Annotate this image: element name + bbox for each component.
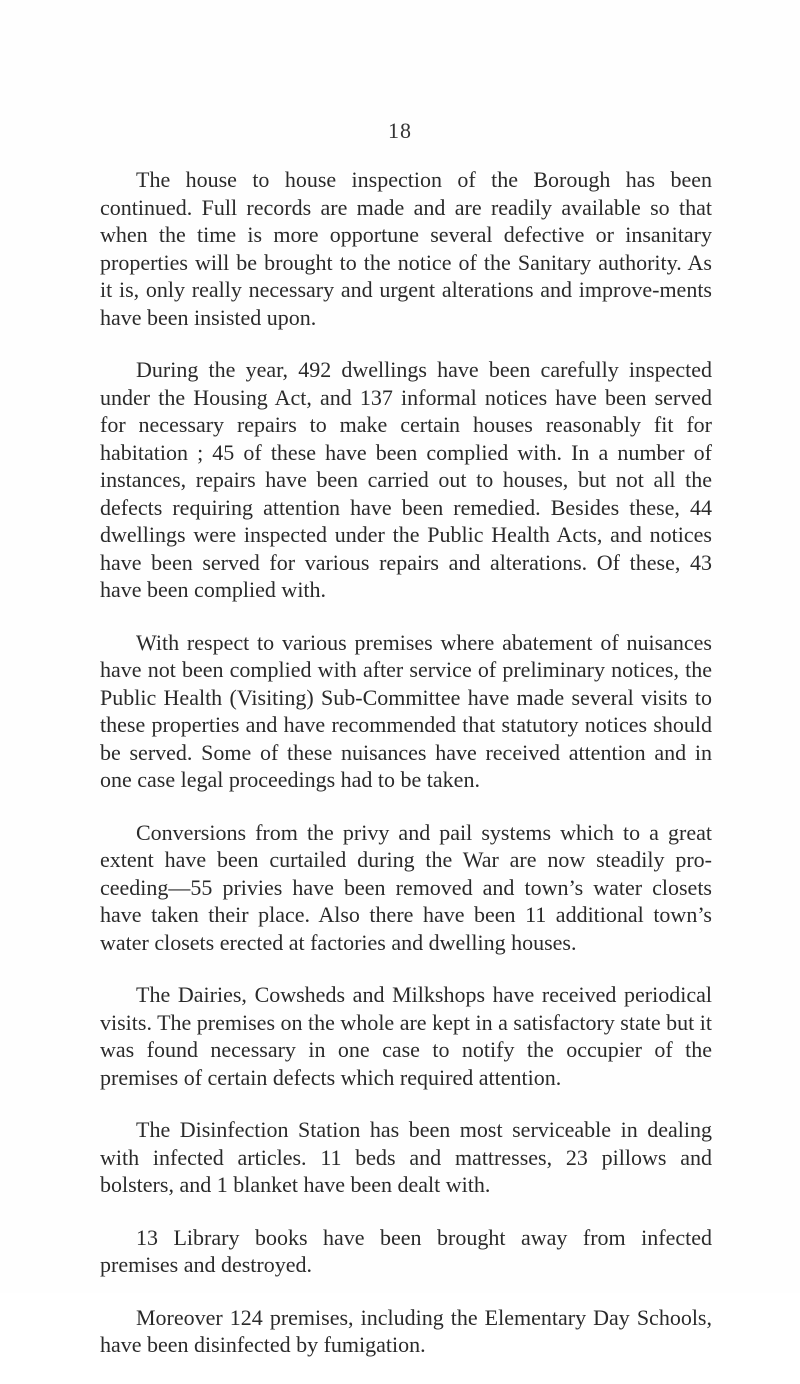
page-number: 18 (388, 118, 412, 143)
paragraph-fumigation: Moreover 124 premises, including the Elementary Day Schools, have been disinfected by fumigation. (100, 1304, 712, 1357)
body-text (100, 166, 712, 1384)
paragraph-disinfection-station: The Disinfection Station has been most serviceable in dealing with infected articles. 11 beds and mattresses, 23 pillows and bolsters, and 1 blanket have been dealt with. (100, 1117, 712, 1197)
paragraph-conversions: Conversions from the privy and pail systems which to a great extent have been curtailed during the War are now steadily pro-ceeding—55 privies have been removed and town’s water closets have taken their place. Also there have been 11 additional town’s water closets erected at factories and dwelling houses. (100, 819, 712, 955)
paragraph-housing-act: During the year, 492 dwellings have been carefully inspected under the Housing Act, and 137 informal notices have been served for necessary repairs to make certain houses reasonably fit for habitation ; 45 of these have been complied with. In a number of instances, repairs have been carried out to houses, but not all the defects requiring attention have been remedied. Besides these, 44 dwellings were inspected under the Public Health Acts, and notices have been served for various repairs and alterations. Of these, 43 have been complied with. (100, 357, 712, 602)
paragraph-dairies: The Dairies, Cowsheds and Milkshops have received periodical visits. The premises on the whole are kept in a satisfactory state but it was found necessary in one case to notify the occupier of the premises of certain defects which required attention. (100, 982, 712, 1090)
paragraph-library-books: 13 Library books have been brought away from infected premises and destroyed. (100, 1224, 712, 1277)
paragraph-house-inspection: The house to house inspection of the Borough has been continued. Full records are made and are readily available so that when the time is more opportune several defective or insanitary properties will be brought to the notice of the Sanitary authority. As it is, only really necessary and urgent alterations and improve-ments have been insisted upon. (100, 167, 712, 330)
paragraph-nuisances: With respect to various premises where abatement of nuisances have not been complied with after service of preliminary notices, the Public Health (Visiting) Sub-Committee have made several visits to these properties and have recommended that statutory notices should be served. Some of these nuisances have received attention and in one case legal proceedings had to be taken. (100, 629, 712, 792)
